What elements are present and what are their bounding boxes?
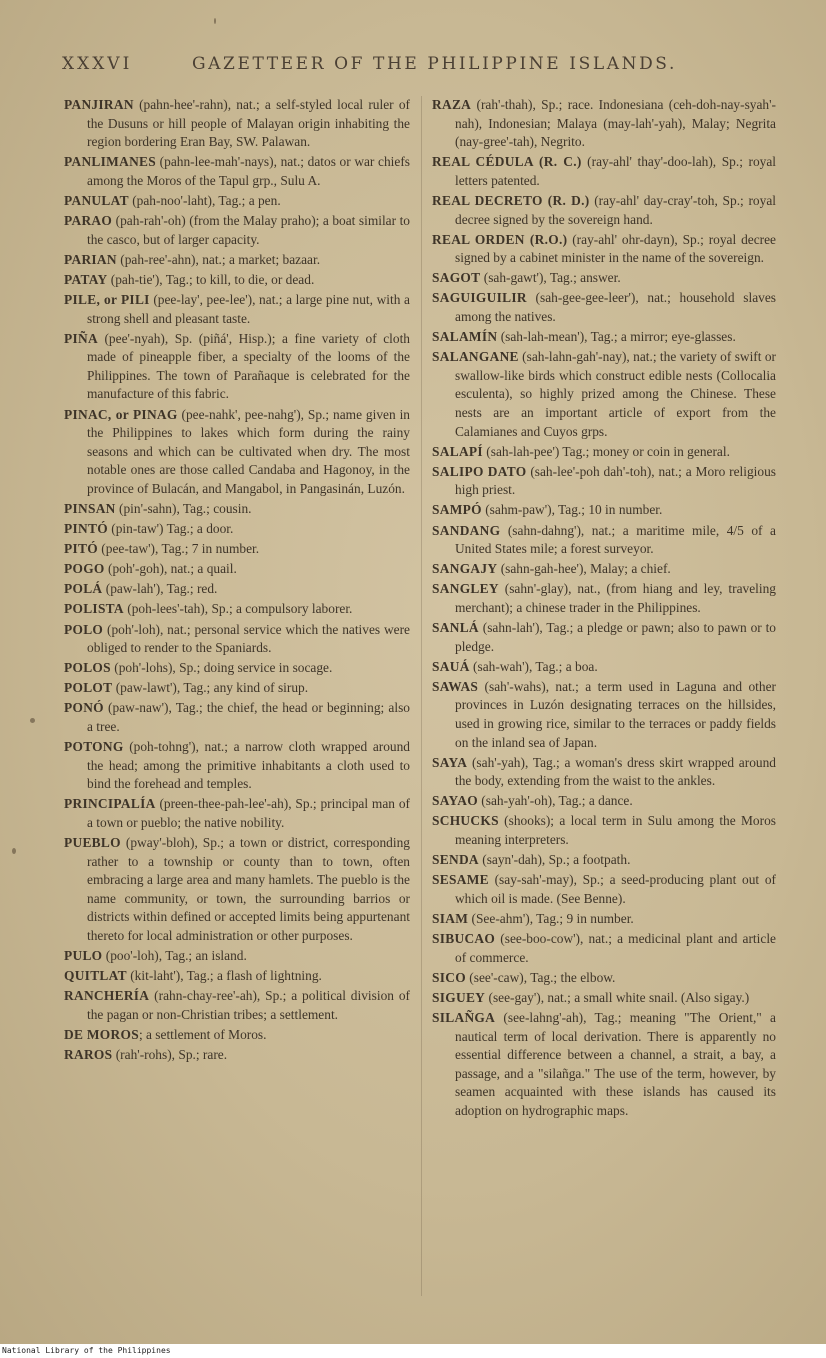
glossary-entry — [432, 269, 776, 288]
entry-definition: (sah-yah'-oh), Tag.; a dance. — [477, 793, 633, 809]
entry-headword: SANLÁ — [432, 620, 479, 636]
glossary-entry — [432, 812, 776, 849]
glossary-entry — [64, 1046, 410, 1065]
entry-definition: ; a settlement of Moros. — [138, 1027, 267, 1042]
entry-headword: SAUÁ — [432, 658, 470, 674]
glossary-entry — [432, 580, 776, 617]
entry-headword: PARAO — [64, 213, 113, 229]
entry-headword: REAL DECRETO (R. D.) — [432, 192, 590, 208]
entry-headword: RANCHERÍA — [64, 988, 150, 1004]
entry-definition: (ray-ahl' ohr-dayn), Sp.; royal decree signed by a cabinet minister in the name of the sovereign. — [455, 231, 776, 266]
entry-headword: PANULAT — [64, 192, 129, 208]
entry-definition: (poh'-lohs), Sp.; doing service in socage. — [110, 660, 333, 676]
entry-headword: SAGUIGUILIR — [432, 290, 527, 306]
entry-definition: (ray-ahl' thay'-doo-lah), Sp.; royal letters patented. — [455, 154, 776, 188]
entry-headword: SIBUCAO — [432, 931, 496, 947]
entry-headword: SIAM — [432, 910, 469, 926]
glossary-entry — [64, 212, 410, 249]
glossary-entry — [432, 930, 776, 967]
glossary-entry — [64, 621, 410, 658]
entry-headword: REAL CÉDULA (R. C.) — [432, 154, 582, 170]
page-header — [62, 54, 786, 84]
glossary-entry — [432, 231, 776, 268]
entry-headword: SENDA — [432, 852, 479, 868]
entry-headword: POLO — [64, 621, 104, 637]
glossary-entry — [64, 500, 410, 519]
ink-spot — [214, 18, 216, 24]
entry-definition: (pah-tie'), Tag.; to kill, to die, or dead. — [107, 271, 315, 287]
glossary-entry — [64, 947, 410, 966]
entry-definition: (sahn-gah-hee'), Malay; a chief. — [497, 561, 671, 577]
glossary-entry — [432, 348, 776, 441]
entry-headword: SAYA — [432, 754, 468, 770]
entry-definition: (pahn-hee'-rahn), nat.; a self-styled local ruler of the Dusuns or hill people of Malayan origin inhabiting the region bordering Eran Bay, SW. Palawan. — [87, 97, 410, 150]
entry-headword: PONÓ — [64, 700, 104, 716]
entry-definition: (pah-ree'-ahn), nat.; a market; bazaar. — [116, 251, 321, 267]
entry-definition: (sahn'-glay), nat., (from hiang and ley, traveling merchant); a chinese trader in the Philippines. — [455, 581, 776, 615]
glossary-entry — [64, 560, 410, 579]
entry-headword: POGO — [64, 561, 105, 577]
entry-headword: PANJIRAN — [64, 97, 134, 112]
entry-headword: PITÓ — [64, 541, 98, 557]
entry-definition: (pee'-nyah), Sp. (piñá', Hisp.); a fine variety of cloth made of pineapple fiber, a specialty of the looms of the Philippines. The town of Parañaque is celebrated for the manufacture of this fabric. — [87, 330, 410, 402]
entry-definition: (pah-noo'-laht), Tag.; a pen. — [128, 192, 281, 208]
glossary-entry — [432, 1009, 776, 1121]
entry-definition: (See-ahm'), Tag.; 9 in number. — [468, 910, 634, 926]
left-column — [64, 96, 410, 1066]
entry-headword: POLÁ — [64, 581, 103, 597]
column-divider — [421, 96, 422, 1296]
entry-headword: PRINCIPALÍA — [64, 796, 156, 812]
entry-headword: SAYAO — [432, 793, 478, 809]
entry-definition: (sahn-dahng'), nat.; a maritime mile, 4/5 of a United States mile; a forest surveyor. — [455, 522, 776, 557]
entry-definition: (sah-lee'-poh dah'-toh), nat.; a Moro religious high priest. — [455, 463, 776, 498]
glossary-entry — [64, 834, 410, 946]
glossary-entry — [64, 795, 410, 832]
entry-headword: POLOT — [64, 680, 113, 696]
entry-headword: PINAC, or PINAG — [64, 406, 178, 422]
entry-headword: PINSAN — [64, 500, 116, 516]
entry-headword: PILE, or PILI — [64, 291, 150, 307]
entry-definition: (sah-lahn-gah'-nay), nat.; the variety of swift or swallow-like birds which construct edible nests (Collocalia esculenta), so highly prized among the Chinese. These nests are an important article of export from the Calamianes and Cuyos grps. — [455, 349, 776, 439]
entry-definition: (kit-laht'), Tag.; a flash of lightning. — [126, 968, 322, 984]
entry-headword: SALAMÍN — [432, 329, 498, 345]
ink-spot — [30, 718, 35, 723]
glossary-entry — [64, 1026, 410, 1045]
entry-definition: (see-lahng'-ah), Tag.; meaning "The Orient," a nautical term of local derivation. There is apparently no essential difference between a channel, a strait, a bay, a passage, and a "silañga." The use of the term, however, by seamen acquainted with these islands has caused its adoption on hydrographic maps. — [455, 1009, 776, 1118]
entry-definition: (poh-lees'-tah), Sp.; a compulsory laborer. — [123, 601, 353, 617]
entry-definition: (sayn'-dah), Sp.; a footpath. — [478, 852, 631, 868]
entry-definition: (see-gay'), nat.; a small white snail. (Also sigay.) — [485, 989, 750, 1005]
glossary-entry — [64, 96, 410, 152]
glossary-entry — [432, 463, 776, 500]
entry-definition: (paw-lah'), Tag.; red. — [102, 581, 218, 597]
glossary-entry — [64, 987, 410, 1024]
glossary-entry — [432, 871, 776, 908]
entry-definition: (pway'-bloh), Sp.; a town or district, corresponding rather to a township or county than to town, often embracing a large area and many hamlets. The pueblo is the name community, or town, the surrounding barrios or districts within defined or accepted limits being appurtenant thereto for local administration or other purposes. — [87, 835, 410, 944]
entry-definition: (pee-taw'), Tag.; 7 in number. — [97, 541, 260, 557]
entry-headword: SALAPÍ — [432, 443, 483, 459]
glossary-entry — [64, 192, 410, 211]
entry-headword: QUITLAT — [64, 968, 127, 984]
glossary-entry — [64, 406, 410, 499]
glossary-entry — [64, 271, 410, 290]
glossary-entry — [432, 328, 776, 347]
entry-headword: SILAÑGA — [432, 1009, 496, 1025]
glossary-entry — [64, 520, 410, 539]
glossary-entry — [432, 289, 776, 326]
entry-headword: PULO — [64, 948, 103, 964]
entry-headword: SALANGANE — [432, 349, 519, 365]
entry-headword: PINTÓ — [64, 521, 108, 537]
entry-definition: (preen-thee-pah-lee'-ah), Sp.; principal man of a town or pueblo; the native nobility. — [87, 796, 410, 830]
entry-headword: RAZA — [432, 97, 472, 112]
entry-headword: SANGLEY — [432, 581, 499, 597]
glossary-entry — [432, 192, 776, 229]
glossary-entry — [64, 679, 410, 698]
entry-headword: SAGOT — [432, 270, 481, 286]
entry-headword: SESAME — [432, 872, 489, 888]
entry-headword: SICO — [432, 969, 466, 985]
page-number: XXXVI — [62, 54, 133, 74]
entry-headword: POLOS — [64, 660, 111, 676]
glossary-entry — [432, 851, 776, 870]
entry-headword: SANGAJY — [432, 561, 498, 577]
glossary-entry — [64, 540, 410, 559]
glossary-entry — [432, 792, 776, 811]
glossary-entry — [432, 522, 776, 559]
glossary-entry — [64, 153, 410, 190]
entry-definition: (poo'-loh), Tag.; an island. — [102, 948, 247, 964]
glossary-entry — [64, 600, 410, 619]
entry-headword: SAWAS — [432, 678, 479, 694]
entry-definition: (pee-nahk', pee-nahg'), Sp.; name given in the Philippines to lakes which form during the rainy seasons and which can be cultivated when dry. The most notable ones are those called Candaba and Hagonoy, in the province of Bulacán, and Mangabol, in Pangasinán, Luzón. — [87, 406, 410, 496]
glossary-entry — [432, 560, 776, 579]
entry-definition: (sah-lah-mean'), Tag.; a mirror; eye-glasses. — [497, 329, 736, 345]
entry-definition: (shooks); a local term in Sulu among the Moros meaning interpreters. — [455, 813, 776, 848]
entry-definition: (paw-lawt'), Tag.; any kind of sirup. — [112, 680, 309, 696]
running-head: GAZETTEER OF THE PHILIPPINE ISLANDS. — [192, 54, 677, 74]
entry-definition: (sahn-lah'), Tag.; a pledge or pawn; also to pawn or to pledge. — [455, 620, 776, 654]
entry-headword: SALIPO DATO — [432, 463, 527, 479]
entry-definition: (poh'-goh), nat.; a quail. — [104, 561, 237, 577]
entry-headword: POTONG — [64, 739, 124, 755]
entry-definition: (pee-lay', pee-lee'), nat.; a large pine nut, with a strong shell and pleasant taste. — [87, 291, 410, 326]
glossary-entry — [64, 699, 410, 736]
entry-definition: (sah'-yah), Tag.; a woman's dress skirt wrapped around the body, extending from the waist to the ankles. — [455, 754, 776, 789]
entry-definition: (sah-lah-pee') Tag.; money or coin in general. — [482, 443, 730, 459]
glossary-entry — [64, 659, 410, 678]
entry-definition: (poh'-loh), nat.; personal service which the natives were obliged to render to the Spaniards. — [87, 621, 410, 656]
footer-credit: National Library of the Philippines — [0, 1344, 826, 1358]
entry-headword: PIÑA — [64, 330, 98, 346]
entry-definition: (rah'-rohs), Sp.; rare. — [112, 1047, 228, 1063]
glossary-entry — [432, 910, 776, 929]
glossary-entry — [432, 969, 776, 988]
entry-definition: (pah-rah'-oh) (from the Malay praho); a boat similar to the casco, but of larger capacity. — [87, 213, 410, 247]
entry-definition: (paw-naw'), Tag.; the chief, the head or beginning; also a tree. — [87, 700, 410, 734]
entry-definition: (say-sah'-may), Sp.; a seed-producing plant out of which oil is made. (See Benne). — [455, 872, 776, 906]
glossary-entry — [432, 754, 776, 791]
glossary-entry — [432, 501, 776, 520]
entry-headword: SIGUEY — [432, 989, 486, 1005]
entry-headword: SCHUCKS — [432, 813, 499, 829]
entry-definition: (sah-gawt'), Tag.; answer. — [480, 270, 621, 286]
entry-headword: SANDANG — [432, 522, 501, 538]
entry-definition: (rah'-thah), Sp.; race. Indonesiana (ceh-doh-nay-syah'-nah), Indonesian; Malaya (may-lah'-yah), Malay; Negrita (nay-gree'-tah), Negrito. — [455, 97, 776, 150]
glossary-entry — [64, 330, 410, 404]
entry-headword: PATAY — [64, 271, 108, 287]
entry-definition: (see'-caw), Tag.; the elbow. — [465, 969, 616, 985]
entry-definition: (see-boo-cow'), nat.; a medicinal plant and article of commerce. — [455, 931, 776, 965]
right-column — [432, 96, 776, 1122]
glossary-entry — [64, 967, 410, 986]
glossary-entry — [432, 658, 776, 677]
glossary-entry — [432, 153, 776, 190]
glossary-entry — [432, 678, 776, 752]
entry-definition: (pin-taw') Tag.; a door. — [107, 521, 234, 537]
entry-headword: DE MOROS — [64, 1027, 139, 1042]
entry-headword: RAROS — [64, 1047, 113, 1063]
glossary-entry — [432, 96, 776, 152]
glossary-entry — [64, 738, 410, 794]
entry-headword: PUEBLO — [64, 835, 121, 851]
entry-definition: (sah-wah'), Tag.; a boa. — [469, 658, 598, 674]
entry-definition: (sah-gee-gee-leer'), nat.; household slaves among the natives. — [455, 290, 776, 325]
entry-definition: (sah'-wahs), nat.; a term used in Laguna and other provinces in Luzón designating terraces on the hillsides, used in growing rice, similar to the terraces or paddy fields on the inland sea of Japan. — [455, 678, 776, 750]
entry-definition: (pahn-lee-mah'-nays), nat.; datos or war chiefs among the Moros of the Tapul grp., Sulu A. — [87, 154, 410, 188]
glossary-entry — [432, 443, 776, 462]
entry-definition: (poh-tohng'), nat.; a narrow cloth wrapped around the head; among the primitive inhabitants a cloth used to bind the forehead and temples. — [87, 739, 410, 792]
entry-headword: REAL ORDEN (R.O.) — [432, 231, 568, 247]
entry-headword: PANLIMANES — [64, 154, 157, 170]
entry-definition: (ray-ahl' day-cray'-toh, Sp.; royal decree signed by the sovereign hand. — [455, 192, 776, 227]
entry-definition: (sahm-paw'), Tag.; 10 in number. — [481, 502, 663, 518]
glossary-entry — [64, 580, 410, 599]
entry-definition: (pin'-sahn), Tag.; cousin. — [115, 500, 252, 516]
entry-headword: PARIAN — [64, 251, 117, 267]
entry-headword: POLISTA — [64, 601, 124, 617]
ink-spot — [12, 848, 16, 854]
glossary-entry — [432, 619, 776, 656]
glossary-entry — [64, 251, 410, 270]
entry-definition: (rahn-chay-ree'-ah), Sp.; a political division of the pagan or non-Christian tribes; a settlement. — [87, 988, 410, 1022]
glossary-entry — [432, 989, 776, 1008]
glossary-entry — [64, 291, 410, 328]
entry-headword: SAMPÓ — [432, 502, 482, 518]
